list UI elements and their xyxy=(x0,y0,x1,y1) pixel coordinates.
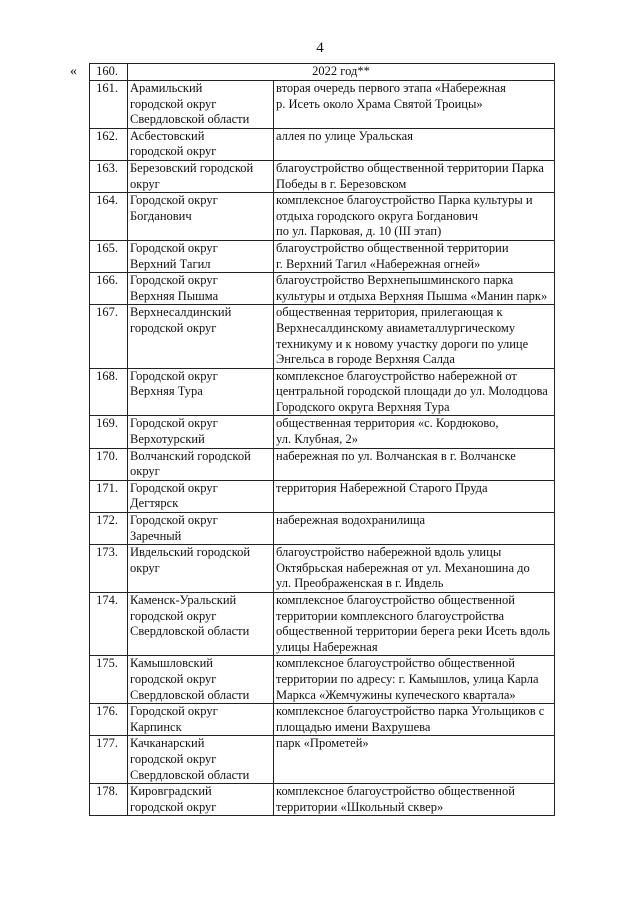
object-cell: благоустройство Верхнепышминского парка культуры и отдыха Верхняя Пышма «Манин парк» xyxy=(274,273,555,305)
municipality-cell: Городской округ Верхняя Пышма xyxy=(128,273,274,305)
table-row xyxy=(90,416,555,448)
table-row xyxy=(90,545,555,593)
object-cell: аллея по улице Уральская xyxy=(274,128,555,160)
row-number: 166. xyxy=(90,273,128,305)
row-number: 172. xyxy=(90,513,128,545)
year-header-row xyxy=(90,64,555,81)
table-row xyxy=(90,305,555,368)
municipality-cell: Качканарский городской округ Свердловской области xyxy=(128,736,274,784)
object-cell: благоустройство общественной территории г. Верхний Тагил «Набережная огней» xyxy=(274,240,555,272)
object-cell: комплексное благоустройство общественной территории по адресу: г. Камышлов, улица Карла Маркса «Жемчужины купеческого квартала» xyxy=(274,656,555,704)
opening-quote-mark: « xyxy=(70,64,77,79)
row-number: 173. xyxy=(90,545,128,593)
municipality-cell: Городской округ Верхотурский xyxy=(128,416,274,448)
object-cell: комплексное благоустройство набережной от центральной городской площади до ул. Молодцова Городского округа Верхняя Тура xyxy=(274,368,555,416)
table-row xyxy=(90,480,555,512)
municipality-cell: Городской округ Верхняя Тура xyxy=(128,368,274,416)
table-row xyxy=(90,240,555,272)
municipality-cell: Камышловский городской округ Свердловской области xyxy=(128,656,274,704)
object-cell: комплексное благоустройство Парка культуры и отдыха городского округа Богданович по ул. Парковая, д. 10 (III этап) xyxy=(274,193,555,241)
object-cell: парк «Прометей» xyxy=(274,736,555,784)
row-number: 161. xyxy=(90,81,128,129)
object-cell: комплексное благоустройство общественной территории «Школьный сквер» xyxy=(274,784,555,816)
row-number: 160. xyxy=(90,64,128,81)
row-number: 169. xyxy=(90,416,128,448)
municipality-cell: Городской округ Заречный xyxy=(128,513,274,545)
row-number: 177. xyxy=(90,736,128,784)
object-cell: вторая очередь первого этапа «Набережная р. Исеть около Храма Святой Троицы» xyxy=(274,81,555,129)
object-cell: набережная водохранилища xyxy=(274,513,555,545)
table-row xyxy=(90,448,555,480)
municipality-cell: Арамильский городской округ Свердловской области xyxy=(128,81,274,129)
projects-table xyxy=(89,63,555,816)
table-row xyxy=(90,273,555,305)
municipality-cell: Городской округ Богданович xyxy=(128,193,274,241)
table-row xyxy=(90,513,555,545)
object-cell: набережная по ул. Волчанская в г. Волчанске xyxy=(274,448,555,480)
municipality-cell: Верхнесалдинский городской округ xyxy=(128,305,274,368)
row-number: 170. xyxy=(90,448,128,480)
municipality-cell: Березовский городской округ xyxy=(128,160,274,192)
table-row xyxy=(90,368,555,416)
row-number: 167. xyxy=(90,305,128,368)
table-row xyxy=(90,193,555,241)
table-row xyxy=(90,704,555,736)
object-cell: благоустройство общественной территории Парка Победы в г. Березовском xyxy=(274,160,555,192)
object-cell: территория Набережной Старого Пруда xyxy=(274,480,555,512)
table-row xyxy=(90,736,555,784)
municipality-cell: Асбестовский городской округ xyxy=(128,128,274,160)
row-number: 168. xyxy=(90,368,128,416)
row-number: 163. xyxy=(90,160,128,192)
row-number: 175. xyxy=(90,656,128,704)
row-number: 176. xyxy=(90,704,128,736)
table-row xyxy=(90,593,555,656)
page-number: 4 xyxy=(316,40,324,56)
object-cell: благоустройство набережной вдоль улицы Октябрьская набережная от ул. Механошина до ул. Преображенская в г. Ивдель xyxy=(274,545,555,593)
table-row xyxy=(90,656,555,704)
municipality-cell: Городской округ Карпинск xyxy=(128,704,274,736)
row-number: 178. xyxy=(90,784,128,816)
table-row xyxy=(90,160,555,192)
municipality-cell: Волчанский городской округ xyxy=(128,448,274,480)
object-cell: общественная территория «с. Кордюково, ул. Клубная, 2» xyxy=(274,416,555,448)
row-number: 171. xyxy=(90,480,128,512)
municipality-cell: Каменск-Уральский городской округ Свердловской области xyxy=(128,593,274,656)
table-row xyxy=(90,784,555,816)
municipality-cell: Городской округ Дегтярск xyxy=(128,480,274,512)
object-cell: общественная территория, прилегающая к Верхнесалдинскому авиаметаллургическому техникуму и к новому участку дороги по улице Энгельса в городе Верхняя Салда xyxy=(274,305,555,368)
year-heading: 2022 год** xyxy=(128,64,555,81)
municipality-cell: Кировградский городской округ xyxy=(128,784,274,816)
row-number: 164. xyxy=(90,193,128,241)
row-number: 165. xyxy=(90,240,128,272)
table-row xyxy=(90,81,555,129)
municipality-cell: Городской округ Верхний Тагил xyxy=(128,240,274,272)
row-number: 174. xyxy=(90,593,128,656)
table-row xyxy=(90,128,555,160)
object-cell: комплексное благоустройство парка Угольщиков с площадью имени Вахрушева xyxy=(274,704,555,736)
object-cell: комплексное благоустройство общественной территории комплексного благоустройства общественной территории берега реки Исеть вдоль улицы Набережная xyxy=(274,593,555,656)
row-number: 162. xyxy=(90,128,128,160)
municipality-cell: Ивдельский городской округ xyxy=(128,545,274,593)
